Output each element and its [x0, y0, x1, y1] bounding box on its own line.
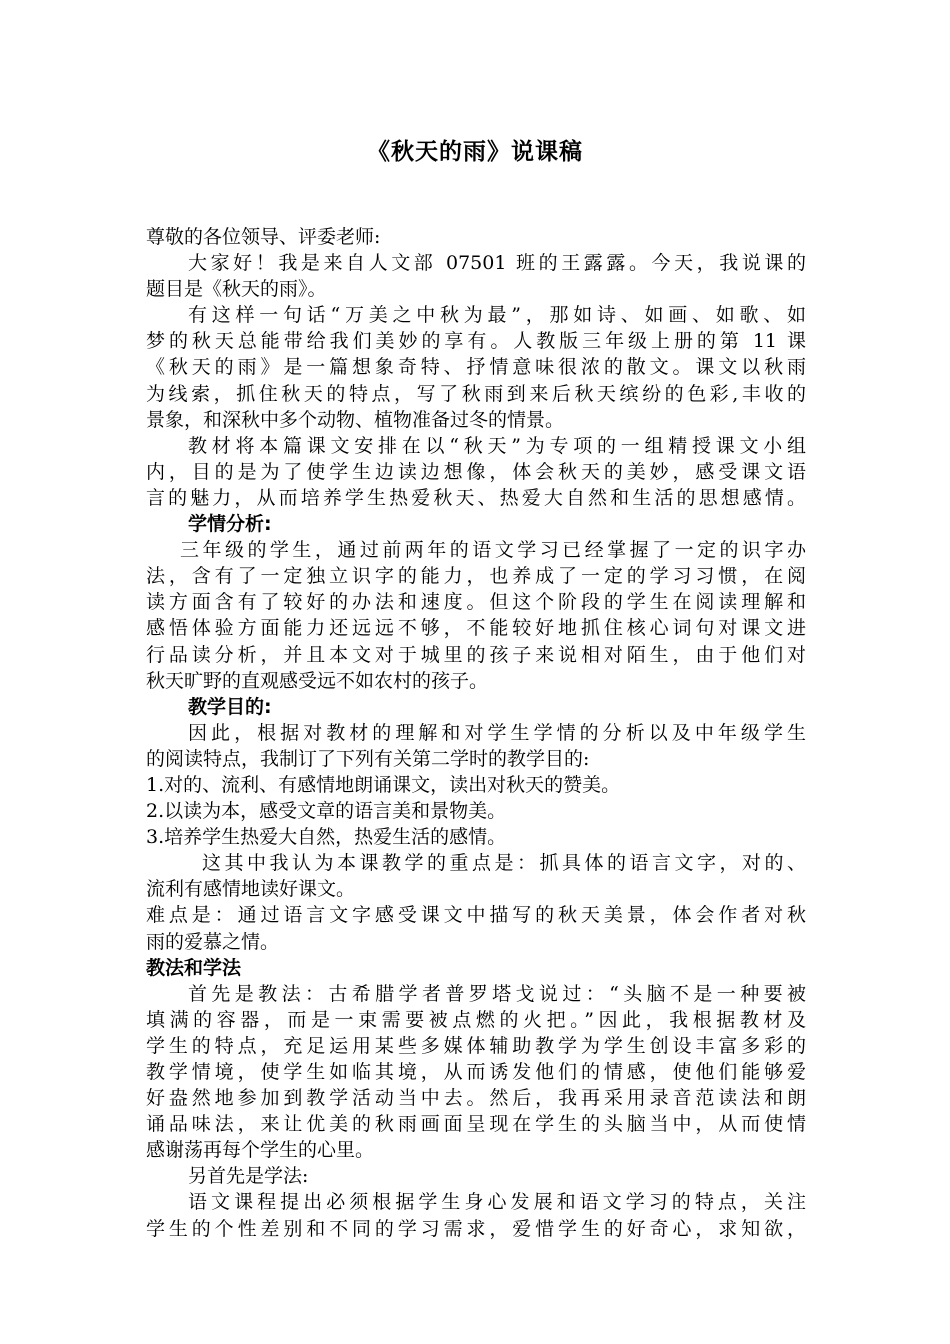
paragraph-line: 景象，和深秋中多个动物、植物准备过冬的情景。: [146, 408, 565, 431]
paragraph-line: 秋天旷野的直观感受远不如农村的孩子。: [146, 669, 489, 692]
paragraph-line: 因此，根据对教材的理解和对学生学情的分析以及中年级学生: [188, 721, 806, 744]
paragraph-line: 法，含有了一定独立识字的能力，也养成了一定的学习习惯，在阅: [146, 565, 806, 588]
goal-item: 1.对的、流利、有感情地朗诵课文，读出对秋天的赞美。: [146, 773, 621, 796]
goal-item: 2.以读为本，感受文章的语言美和景物美。: [146, 800, 507, 823]
paragraph-line: 填满的容器，而是一束需要被点燃的火把。”因此，我根据教材及: [146, 1008, 806, 1031]
paragraph-line: 的阅读特点，我制订了下列有关第二学时的教学目的:: [146, 747, 590, 770]
paragraph-line: 行品读分析，并且本文对于城里的孩子来说相对陌生，由于他们对: [146, 643, 806, 666]
paragraph-line: 大家好！我是来自人文部 07501 班的王露露。今天，我说课的: [188, 252, 806, 275]
paragraph-line: 感谢荡再每个学生的心里。: [146, 1139, 375, 1162]
paragraph-line: 语文课程提出必须根据学生身心发展和语文学习的特点，关注: [188, 1191, 806, 1214]
paragraph-line: 学生的特点，充足运用某些多媒体辅助教学为学生创设丰富多彩的: [146, 1034, 806, 1057]
paragraph-line: 教材将本篇课文安排在以“秋天”为专项的一组精授课文小组: [188, 434, 806, 457]
paragraph-line: 题目是《秋天的雨》。: [146, 278, 327, 301]
goal-item: 3.培养学生热爱大自然，热爱生活的感情。: [146, 826, 507, 849]
paragraph-line: 学生的个性差别和不同的学习需求，爱惜学生的好奇心，求知欲，: [146, 1217, 806, 1240]
paragraph-line: 为线索，抓住秋天的特点，写了秋雨到来后秋天缤纷的色彩,丰收的: [146, 382, 806, 405]
section-heading-teaching-goals: 教学目的:: [188, 695, 272, 718]
paragraph-line: 首先是教法：古希腊学者普罗塔戈说过：“头脑不是一种要被: [188, 982, 806, 1005]
paragraph-line: 另首先是学法:: [188, 1165, 309, 1188]
paragraph-line: 内，目的是为了使学生边读边想像，体会秋天的美妙，感受课文语: [146, 460, 806, 483]
paragraph-line: 雨的爱慕之情。: [146, 930, 280, 953]
paragraph-line: 三年级的学生，通过前两年的语文学习已经掌握了一定的识字办: [180, 539, 806, 562]
document-body: [146, 224, 806, 1242]
paragraph-line: 难点是：通过语言文字感受课文中描写的秋天美景，体会作者对秋: [146, 904, 806, 927]
section-heading-methods: 教法和学法: [146, 956, 242, 979]
paragraph-line: 言的魅力，从而培养学生热爱秋天、热爱大自然和生活的思想感情。: [146, 486, 806, 509]
paragraph-line: 梦的秋天总能带给我们美妙的享有。人教版三年级上册的第 11 课: [146, 330, 806, 353]
paragraph-line: 教学情境，使学生如临其境，从而诱发他们的情感，使他们能够爱: [146, 1061, 806, 1083]
paragraph-line: 《秋天的雨》是一篇想象奇特、抒情意味很浓的散文。课文以秋雨: [146, 356, 806, 379]
paragraph-line: 好盎然地参加到教学活动当中去。然后，我再采用录音范读法和朗: [146, 1087, 806, 1110]
paragraph-line: 感悟体验方面能力还远远不够，不能较好地抓住核心词句对课文进: [146, 617, 806, 640]
paragraph-line: 诵品味法，来让优美的秋雨画面呈现在学生的头脑当中，从而使情: [146, 1113, 806, 1136]
greeting-line: 尊敬的各位领导、评委老师:: [146, 226, 381, 248]
section-heading-student-analysis: 学情分析:: [188, 513, 272, 536]
paragraph-line: 这其中我认为本课教学的重点是：抓具体的语言文字，对的、: [202, 852, 806, 875]
paragraph-line: 流利有感情地读好课文。: [146, 878, 356, 901]
paragraph-line: 有这样一句话“万美之中秋为最”，那如诗、如画、如歌、如: [188, 304, 806, 327]
paragraph-line: 读方面含有了较好的办法和速度。但这个阶段的学生在阅读理解和: [146, 591, 806, 614]
document-title: 《秋天的雨》说课稿: [367, 139, 583, 165]
